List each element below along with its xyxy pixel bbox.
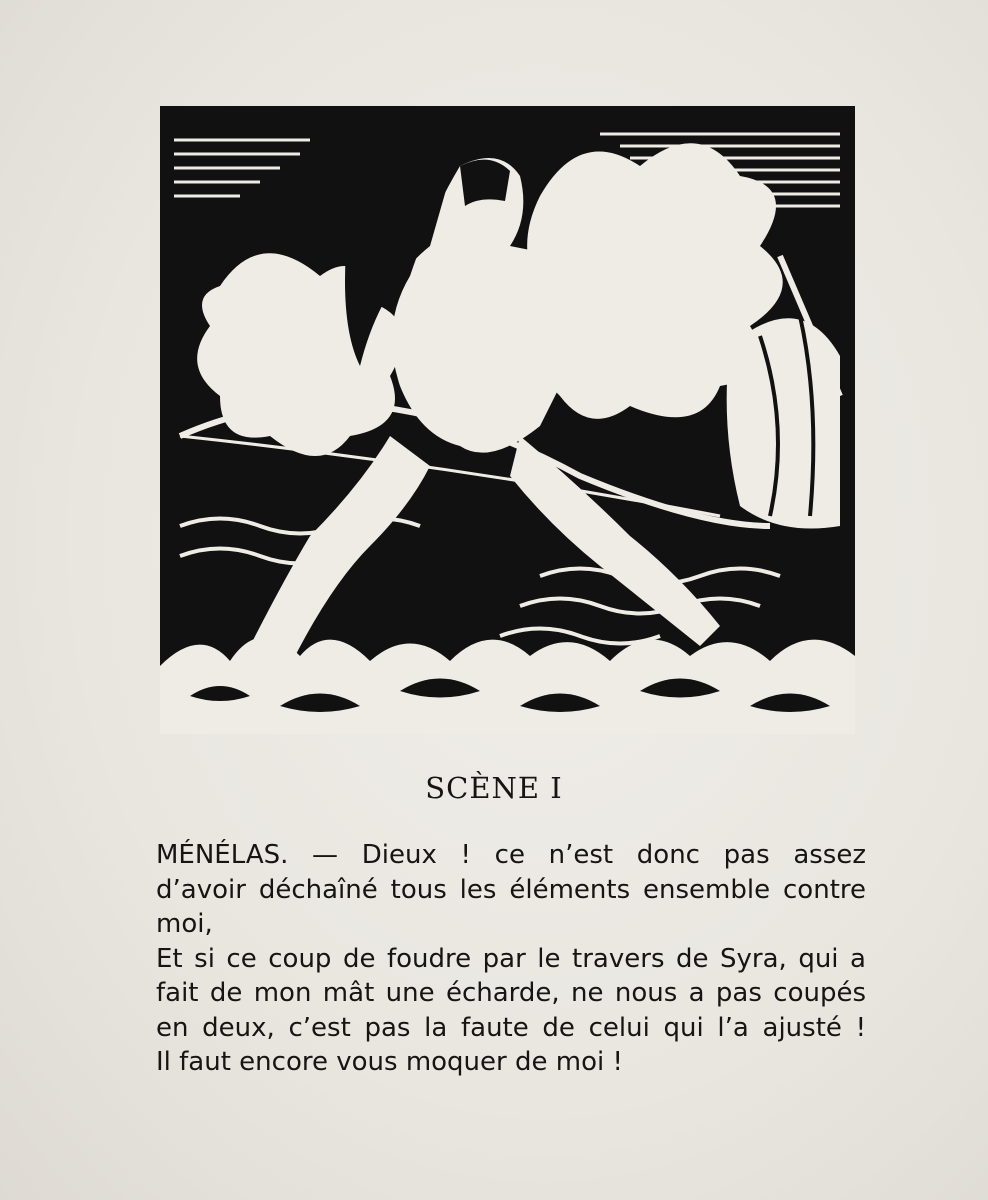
dialogue-text: [156, 838, 866, 1080]
dialogue-line: MÉNÉLAS. — Dieux ! ce n’est donc pas assez: [156, 840, 866, 870]
dialogue-line: moi,: [156, 909, 213, 939]
scene-heading: SCÈNE I: [425, 771, 563, 805]
dialogue-line: d’avoir déchaîné tous les éléments ensemble contre: [156, 874, 866, 905]
dialogue-line: Et si ce coup de foudre par le travers de Syra, qui a: [156, 943, 866, 974]
dialogue-line: fait de mon mât une écharde, ne nous a pas coupés: [156, 978, 866, 1008]
dialogue-line: Il faut encore vous moquer de moi !: [156, 1047, 623, 1077]
woodcut-illustration: [160, 106, 855, 734]
dialogue-line: en deux, c’est pas la faute de celui qui l’a ajusté !: [156, 1012, 866, 1043]
